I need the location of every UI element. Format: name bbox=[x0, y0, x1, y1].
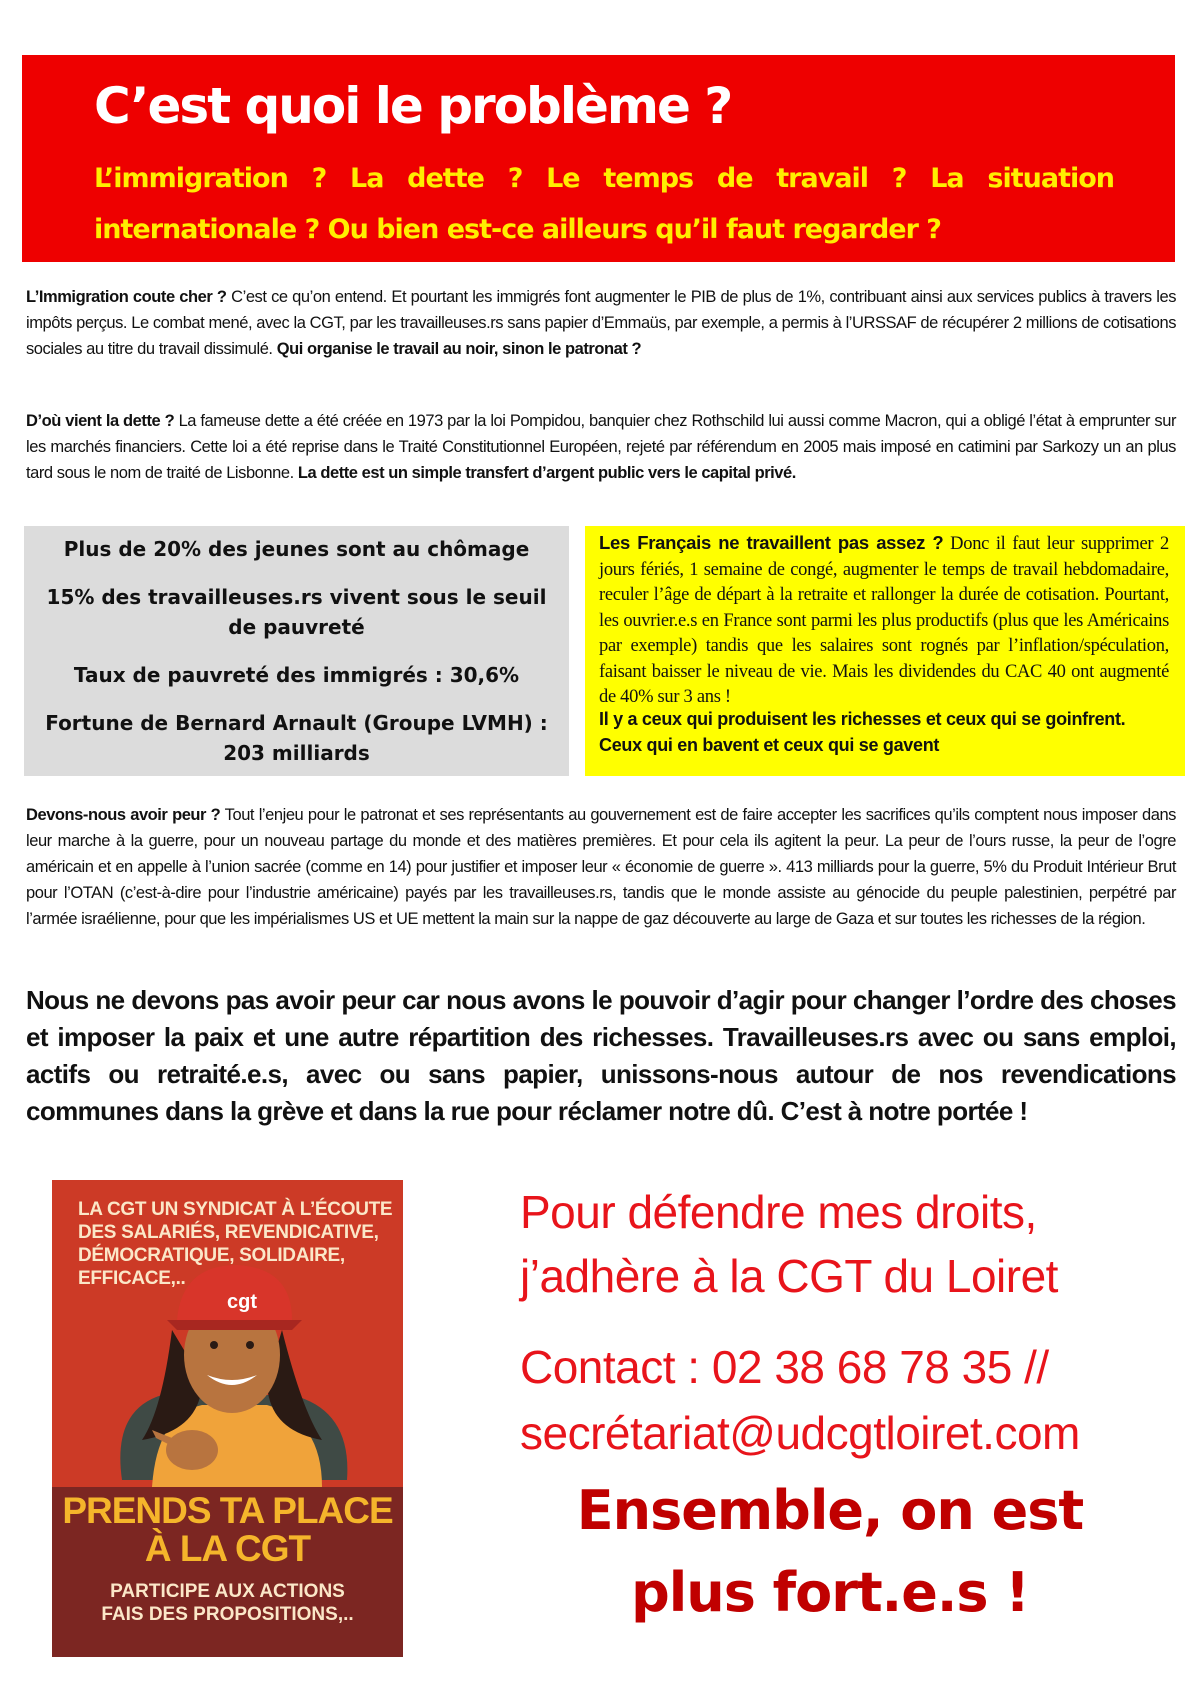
cgt-cap-logo: cgt bbox=[227, 1291, 257, 1313]
section-body: La fameuse dette a été créée en 1973 par la loi Pompidou, banquier chez Rothschild lui aussi comme Macron, qui a obligé l’état à emprunter sur les marchés financiers. Cette loi a été reprise dans le Traité Constitutionnel Européen, rejeté par référendum en 2005 mais imposé en catimini par Sarkozy un an plus tard sous le nom de traité de Lisbonne. bbox=[26, 412, 1176, 482]
poster-line: À LA CGT bbox=[144, 1528, 311, 1569]
cgt-poster bbox=[52, 1180, 403, 1657]
contact-info bbox=[520, 1334, 1180, 1466]
poster-bottom-text bbox=[52, 1580, 403, 1626]
section-conclusion: La dette est un simple transfert d’argent public vers le capital privé. bbox=[297, 464, 796, 482]
motto-line: plus fort.e.s ! bbox=[631, 1561, 1029, 1624]
stats-box bbox=[24, 526, 569, 776]
poster-line: PARTICIPE AUX ACTIONS bbox=[110, 1581, 345, 1602]
section-lead: D’où vient la dette ? bbox=[26, 412, 175, 430]
section-body: Tout l’enjeu pour le patronat et ses représentants au gouvernement est de faire accepter les sacrifices qu’ils comptent nous imposer dans leur marche à la guerre, pour un nouveau partage du monde et des matières premières. Et pour cela ils agitent la peur. La peur de l’ours russe, la peur de l’ogre américain et en appelle à l’union sacrée (comme en 14) pour justifier et imposer leur « économie de guerre ». 413 milliards pour la guerre, 5% du Produit Intérieur Brut pour l’OTAN (c’est-à-dire pour l’industrie américaine) payés par les travailleuses.rs, tandis que le monde assiste au génocide du peuple palestinien, perpétré par l’armée israélienne, pour que les impérialismes US et UE mettent la main sur la nappe de gaz découverte au large de Gaza et sur toutes les richesses de la région. bbox=[26, 806, 1176, 928]
section-dette bbox=[26, 408, 1176, 486]
header-banner bbox=[22, 55, 1175, 262]
page-subtitle: L’immigration ? La dette ? Le temps de travail ? La situation internationale ? Ou bien est-ce ailleurs qu’il faut regarder ? bbox=[94, 163, 1114, 245]
adhesion-line: j’adhère à la CGT du Loiret bbox=[520, 1250, 1058, 1302]
motto-line: Ensemble, on est bbox=[576, 1479, 1084, 1542]
section-body: Donc il faut leur supprimer 2 jours fériés, 1 semaine de congé, augmenter le temps de travail hebdomadaire, reculer l’âge de départ à la retraite et rallonger la durée de cotisation. Pourtant, les ouvrier.e.s en France sont parmi les plus productifs (plus que les Américains par exemple) tandis que les salaires sont rognés par l’inflation/spéculation, faisant baisser le niveau de vie. Mais les dividendes du CAC 40 ont augmenté de 40% sur 3 ans ! bbox=[599, 534, 1170, 707]
poster-slogan bbox=[52, 1492, 403, 1568]
adhesion-line: Pour défendre mes droits, bbox=[520, 1186, 1037, 1238]
contact-phone: Contact : 02 38 68 78 35 // bbox=[520, 1341, 1049, 1393]
stat-item: Fortune de Bernard Arnault (Groupe LVMH) : 203 milliards bbox=[45, 711, 548, 765]
contact-email[interactable]: secrétariat@udcgtloiret.com bbox=[520, 1407, 1080, 1459]
poster-line: FAIS DES PROPOSITIONS,.. bbox=[101, 1604, 354, 1625]
travail-box bbox=[585, 526, 1185, 776]
stat-item: Plus de 20% des jeunes sont au chômage bbox=[63, 537, 530, 561]
section-conclusion: Il y a ceux qui produisent les richesses et ceux qui se goinfrent. Ceux qui en bavent et ceux qui se gavent bbox=[599, 709, 1126, 755]
poster-line: DES SALARIÉS, REVENDICATIVE, bbox=[78, 1222, 379, 1243]
poster-top-text bbox=[78, 1198, 392, 1290]
stat-item: Taux de pauvreté des immigrés : 30,6% bbox=[73, 663, 520, 687]
poster-line: PRENDS TA PLACE bbox=[62, 1490, 393, 1531]
adhesion-text bbox=[520, 1180, 1180, 1308]
poster-line: EFFICACE,.. bbox=[78, 1268, 186, 1289]
section-conclusion: Qui organise le travail au noir, sinon le patronat ? bbox=[276, 340, 642, 358]
motto bbox=[520, 1470, 1140, 1634]
section-lead: Devons-nous avoir peur ? bbox=[26, 806, 221, 824]
section-body: C’est ce qu’on entend. Et pourtant les immigrés font augmenter le PIB de plus de 1%, contribuant ainsi aux services publics à travers les impôts perçus. Le combat mené, avec la CGT, par les travailleuses.rs sans papier d’Emmaüs, par exemple, a permis à l’URSSAF de récupérer 2 millions de cotisations sociales au titre du travail dissimulé. bbox=[26, 288, 1176, 358]
section-immigration bbox=[26, 284, 1176, 362]
section-lead: L’Immigration coute cher ? bbox=[26, 288, 227, 306]
section-peur bbox=[26, 802, 1176, 932]
poster-line: LA CGT UN SYNDICAT À L’ÉCOUTE bbox=[78, 1199, 393, 1220]
stat-item: 15% des travailleuses.rs vivent sous le seuil de pauvreté bbox=[46, 585, 547, 639]
poster-line: DÉMOCRATIQUE, SOLIDAIRE, bbox=[78, 1245, 345, 1266]
call-to-action: Nous ne devons pas avoir peur car nous avons le pouvoir d’agir pour changer l’ordre des choses et imposer la paix et une autre répartition des richesses. Travailleuses.rs avec ou sans emploi, actifs ou retraité.e.s, avec ou sans papier, unissons-nous autour de nos revendications communes dans la grève et dans la rue pour réclamer notre dû. C’est à notre portée ! bbox=[26, 985, 1176, 1126]
page-title: C’est quoi le problème ? bbox=[94, 77, 732, 135]
section-lead: Les Français ne travaillent pas assez ? bbox=[599, 532, 944, 553]
